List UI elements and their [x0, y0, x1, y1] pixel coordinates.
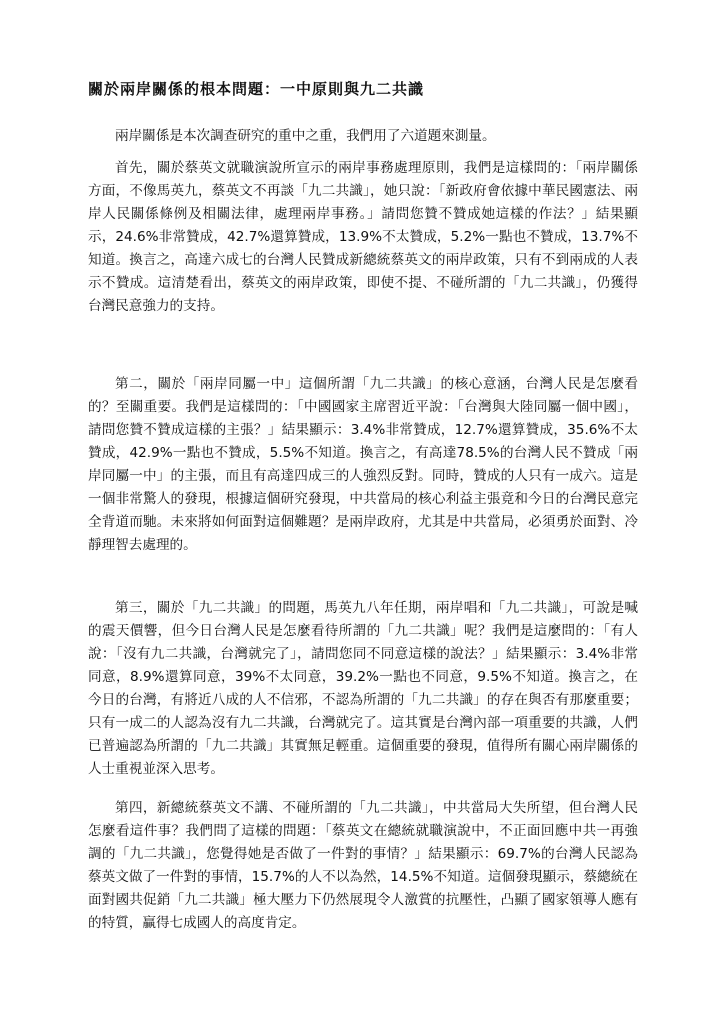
section-heading: 關於兩岸關係的根本問題：一中原則與九二共識 [88, 80, 425, 98]
paragraph-first: 首先，關於蔡英文就職演說所宣示的兩岸事務處理原則，我們是這樣問的：「兩岸關係方面，不像馬英九，蔡英文不再談「九二共識」，她只說：「新政府會依據中華民國憲法、兩岸人民關係條例及相關法律，處理兩岸事務。」請問您贊不贊成她這樣的作法？」結果顯示，24.6%非常贊成，42.7%還算贊成，13.9%不太贊成，5.2%一點也不贊成，13.7%不知道。換言之，高達六成七的台灣人民贊成新總統蔡英文的兩岸政策，只有不到兩成的人表示不贊成。這清楚看出，蔡英文的兩岸政策，即使不提、不碰所謂的「九二共識」，仍獲得台灣民意強力的支持。 [88, 160, 638, 314]
intro-paragraph: 兩岸關係是本次調查研究的重中之重，我們用了六道題來測量。 [115, 128, 496, 144]
paragraph-third: 第三，關於「九二共識」的問題，馬英九八年任期，兩岸唱和「九二共識」，可說是喊的震天價響，但今日台灣人民是怎麼看待所謂的「九二共識」呢？我們是這麼問的：「有人說：「沒有九二共識，台灣就完了」，請問您同不同意這樣的說法？」結果顯示：3.4%非常同意，8.9%還算同意，39%不太同意，39.2%一點也不同意，9.5%不知道。換言之，在今日的台灣，有將近八成的人不信邪，不認為所謂的「九二共識」的存在與否有那麼重要；只有一成二的人認為沒有九二共識，台灣就完了。這其實是台灣內部一項重要的共識，人們已普遍認為所謂的「九二共識」其實無足輕重。這個重要的發現，值得所有關心兩岸關係的人士重視並深入思考。 [88, 600, 638, 777]
paragraph-second: 第二，關於「兩岸同屬一中」這個所謂「九二共識」的核心意涵，台灣人民是怎麼看的？至關重要。我們是這樣問的：「中國國家主席習近平說：「台灣與大陸同屬一個中國」，請問您贊不贊成這樣的主張？」結果顯示：3.4%非常贊成，12.7%還算贊成，35.6%不太贊成，42.9%一點也不贊成，5.5%不知道。換言之，有高達78.5%的台灣人民不贊成「兩岸同屬一中」的主張，而且有高達四成三的人強烈反對。同時，贊成的人只有一成六。這是一個非常驚人的發現，根據這個研究發現，中共當局的核心利益主張竟和今日的台灣民意完全背道而馳。未來將如何面對這個難題？是兩岸政府，尤其是中共當局，必須勇於面對、冷靜理智去處理的。 [88, 376, 638, 553]
paragraph-fourth: 第四，新總統蔡英文不講、不碰所謂的「九二共識」，中共當局大失所望，但台灣人民怎麼看這件事？我們問了這樣的問題：「蔡英文在總統就職演說中，不正面回應中共一再強調的「九二共識」，您覺得她是否做了一件對的事情？」結果顯示：69.7%的台灣人民認為蔡英文做了一件對的事情，15.7%的人不以為然，14.5%不知道。這個發現顯示，蔡總統在面對國共促銷「九二共識」極大壓力下仍然展現令人激賞的抗壓性，凸顯了國家領導人應有的特質，贏得七成國人的高度肯定。 [88, 800, 638, 931]
